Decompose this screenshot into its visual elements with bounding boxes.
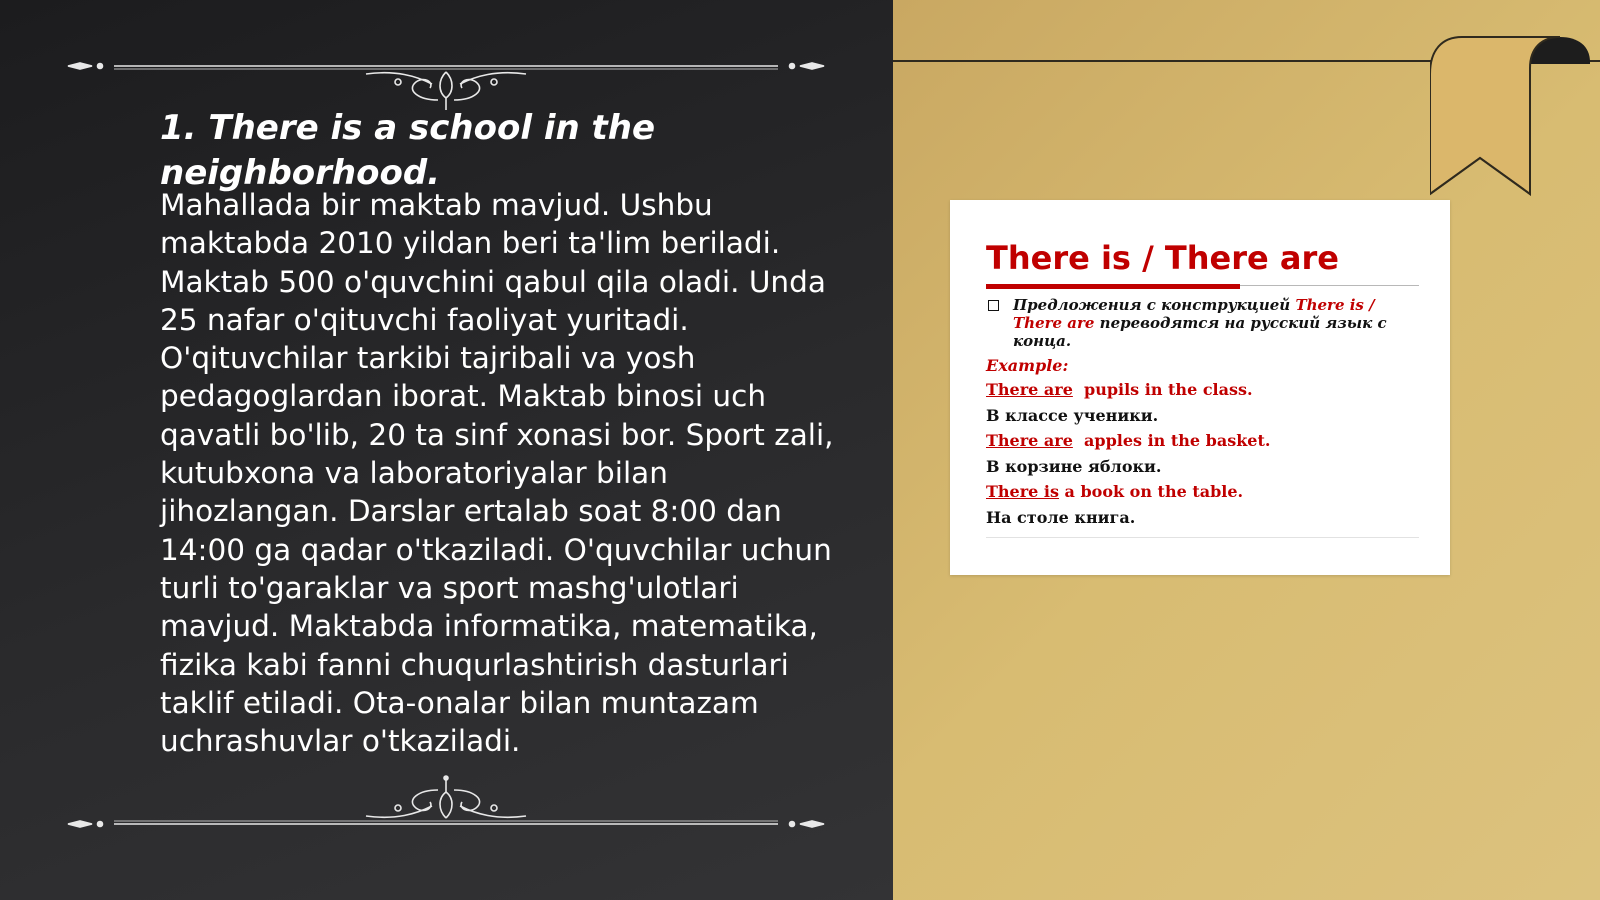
card-title: There is / There are [986,239,1339,277]
example-translation: На столе книга. [986,508,1136,527]
example-sentence [986,380,1253,400]
example-label: Example: [986,356,1069,375]
rule-prefix: Предложения с конструкцией [1013,296,1296,314]
example-sentence [986,482,1243,502]
example-translation: В корзине яблоки. [986,457,1162,476]
rule-highlight: There is / There are [1013,296,1375,332]
grammar-card [950,200,1450,575]
checkbox-bullet-icon [988,300,999,311]
example-translation: В классе ученики. [986,406,1159,425]
rule-bullet [986,296,1416,350]
title-rule-red [986,284,1240,289]
example-keyword: There are [986,380,1073,399]
example-keyword: There are [986,431,1073,450]
example-rest: apples in the basket. [1072,431,1271,450]
slide-paragraph: Mahallada bir maktab mavjud. Ushbu maktabda 2010 yildan beri ta'lim beriladi. Maktab 500 o'quvchini qabul qila oladi. Unda 25 nafar o'qituvchi faoliyat yuritadi. O'qituvchilar tarkibi tajribali va yosh pedagoglardan iborat. Maktab binosi uch qavatli bo'lib, 20 ta sinf xonasi bor. Sport zali, kutubxona va laboratoriyalar bilan jihozlangan. Darslar ertalab soat 8:00 dan 14:00 ga qadar o'tkaziladi. O'quvchilar uchun turli to'garaklar va sport mashg'ulotlari mavjud. Maktabda informatika, matematika, fizika kabi fanni chuqurlashtirish dasturlari taklif etiladi. Ota-onalar bilan muntazam uchrashuvlar o'tkaziladi. [160,188,834,759]
example-sentence [986,431,1270,451]
bookmark-ribbon-icon [1430,34,1600,204]
example-keyword: There is [986,482,1059,501]
rule-text [1013,296,1416,350]
slide-heading: 1. There is a school in the neighborhood. [160,108,656,193]
ornament-bottom-icon [66,772,826,832]
example-rest: pupils in the class. [1072,380,1253,399]
rule-suffix: переводятся на русский язык с конца. [1013,314,1387,350]
example-rest: a book on the table. [1058,482,1244,501]
card-bottom-rule [986,537,1419,538]
